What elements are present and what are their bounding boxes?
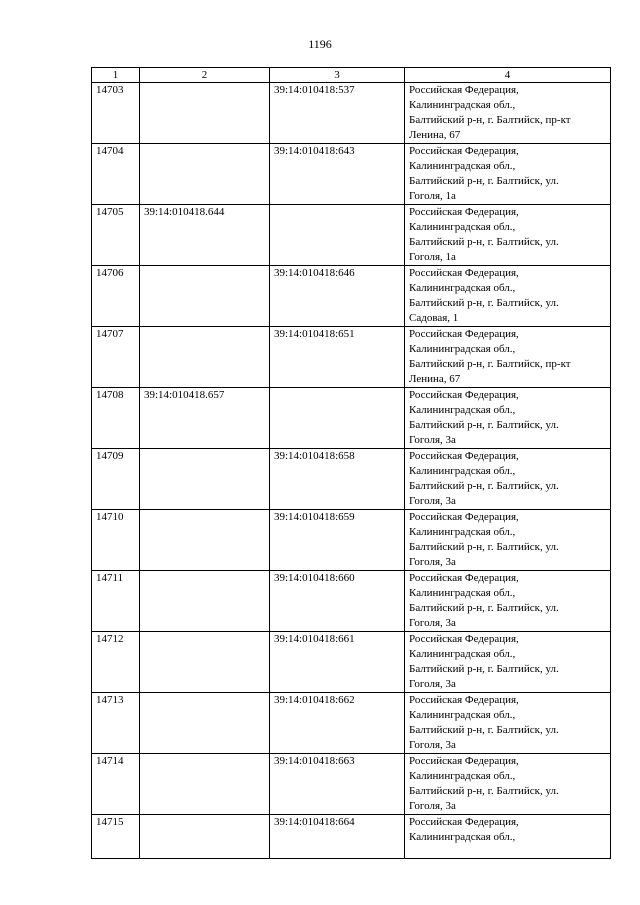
address-line: Гоголя, 3а (409, 434, 456, 446)
cadastral-number-col3: 39:14:010418:661 (270, 632, 405, 693)
row-number: 14712 (92, 632, 140, 693)
cadastral-number-col2 (140, 571, 270, 632)
address-line: Калининградская обл., (409, 831, 516, 843)
address-line: Балтийский р-н, г. Балтийск, ул. (409, 419, 559, 431)
table-row (92, 388, 611, 449)
address-line: Российская Федерация, (409, 389, 519, 401)
address-cell (405, 266, 611, 327)
address-line: Ленина, 67 (409, 129, 461, 141)
cadastral-number-col3: 39:14:010418:646 (270, 266, 405, 327)
address-line: Калининградская обл., (409, 160, 516, 172)
address-cell (405, 327, 611, 388)
address-line: Гоголя, 3а (409, 495, 456, 507)
cadastral-number-col2 (140, 632, 270, 693)
address-line: Калининградская обл., (409, 343, 516, 355)
page-number: 1196 (308, 37, 332, 51)
address-line: Калининградская обл., (409, 709, 516, 721)
table-row (92, 327, 611, 388)
cadastral-number-col3: 39:14:010418:643 (270, 144, 405, 205)
cadastral-number-col2 (140, 510, 270, 571)
address-cell (405, 205, 611, 266)
cadastral-number-col2 (140, 815, 270, 859)
row-number: 14714 (92, 754, 140, 815)
row-number: 14708 (92, 388, 140, 449)
cadastral-number-col3: 39:14:010418:658 (270, 449, 405, 510)
cadastral-number-col3: 39:14:010418:662 (270, 693, 405, 754)
cadastral-number-col2 (140, 83, 270, 144)
address-line: Балтийский р-н, г. Балтийск, пр-кт (409, 114, 571, 126)
address-line: Гоголя, 1а (409, 190, 456, 202)
address-cell (405, 83, 611, 144)
address-line: Российская Федерация, (409, 84, 519, 96)
cadastral-number-col2: 39:14:010418.657 (140, 388, 270, 449)
table-row (92, 632, 611, 693)
address-line: Ленина, 67 (409, 373, 461, 385)
row-number: 14704 (92, 144, 140, 205)
row-number: 14711 (92, 571, 140, 632)
address-line: Гоголя, 3а (409, 556, 456, 568)
cadastral-number-col3 (270, 205, 405, 266)
address-line: Российская Федерация, (409, 816, 519, 828)
address-line: Балтийский р-н, г. Балтийск, пр-кт (409, 358, 571, 370)
address-line: Российская Федерация, (409, 450, 519, 462)
table-row (92, 449, 611, 510)
address-line: Российская Федерация, (409, 694, 519, 706)
table-row (92, 144, 611, 205)
table-row (92, 571, 611, 632)
cadastral-number-col3: 39:14:010418:664 (270, 815, 405, 859)
address-line: Балтийский р-н, г. Балтийск, ул. (409, 236, 559, 248)
address-line: Балтийский р-н, г. Балтийск, ул. (409, 785, 559, 797)
address-line: Калининградская обл., (409, 282, 516, 294)
address-cell (405, 144, 611, 205)
row-number: 14705 (92, 205, 140, 266)
address-line: Калининградская обл., (409, 587, 516, 599)
column-header-3: 3 (270, 68, 405, 83)
address-line: Гоголя, 3а (409, 678, 456, 690)
address-line: Балтийский р-н, г. Балтийск, ул. (409, 541, 559, 553)
address-line: Балтийский р-н, г. Балтийск, ул. (409, 297, 559, 309)
address-line: Российская Федерация, (409, 633, 519, 645)
address-line: Балтийский р-н, г. Балтийск, ул. (409, 602, 559, 614)
cadastral-number-col2 (140, 266, 270, 327)
table-row (92, 83, 611, 144)
address-cell (405, 632, 611, 693)
cadastral-number-col2 (140, 144, 270, 205)
row-number: 14707 (92, 327, 140, 388)
address-cell (405, 449, 611, 510)
row-number: 14713 (92, 693, 140, 754)
cadastral-number-col2 (140, 754, 270, 815)
address-cell (405, 388, 611, 449)
address-line: Балтийский р-н, г. Балтийск, ул. (409, 480, 559, 492)
address-line: Российская Федерация, (409, 572, 519, 584)
table-row (92, 205, 611, 266)
address-line: Гоголя, 3а (409, 617, 456, 629)
address-line: Российская Федерация, (409, 755, 519, 767)
table-row (92, 815, 611, 859)
cadastral-number-col2 (140, 327, 270, 388)
address-line: Калининградская обл., (409, 770, 516, 782)
address-cell (405, 815, 611, 859)
address-line: Российская Федерация, (409, 511, 519, 523)
address-line: Калининградская обл., (409, 404, 516, 416)
cadastral-number-col3 (270, 388, 405, 449)
address-cell (405, 693, 611, 754)
address-line: Калининградская обл., (409, 465, 516, 477)
address-line: Российская Федерация, (409, 145, 519, 157)
address-line: Калининградская обл., (409, 648, 516, 660)
cadastral-number-col2 (140, 693, 270, 754)
address-cell (405, 571, 611, 632)
cadastral-number-col2 (140, 449, 270, 510)
row-number: 14706 (92, 266, 140, 327)
row-number: 14715 (92, 815, 140, 859)
address-line: Балтийский р-н, г. Балтийск, ул. (409, 175, 559, 187)
address-line: Российская Федерация, (409, 328, 519, 340)
address-line: Калининградская обл., (409, 221, 516, 233)
column-header-4: 4 (405, 68, 611, 83)
table-row (92, 693, 611, 754)
address-line: Гоголя, 1а (409, 251, 456, 263)
table-row (92, 266, 611, 327)
address-line: Гоголя, 3а (409, 800, 456, 812)
cadastral-number-col3: 39:14:010418:651 (270, 327, 405, 388)
address-line: Балтийский р-н, г. Балтийск, ул. (409, 724, 559, 736)
column-header-1: 1 (92, 68, 140, 83)
row-number: 14710 (92, 510, 140, 571)
address-line: Садовая, 1 (409, 312, 459, 324)
address-line: Российская Федерация, (409, 267, 519, 279)
table-row (92, 510, 611, 571)
cadastral-number-col2: 39:14:010418.644 (140, 205, 270, 266)
address-cell (405, 754, 611, 815)
address-cell (405, 510, 611, 571)
row-number: 14709 (92, 449, 140, 510)
column-header-2: 2 (140, 68, 270, 83)
address-line: Балтийский р-н, г. Балтийск, ул. (409, 663, 559, 675)
cadastral-number-col3: 39:14:010418:659 (270, 510, 405, 571)
register-table (91, 67, 611, 859)
cadastral-number-col3: 39:14:010418:537 (270, 83, 405, 144)
table-row (92, 754, 611, 815)
address-line: Гоголя, 3а (409, 739, 456, 751)
cadastral-number-col3: 39:14:010418:663 (270, 754, 405, 815)
address-line: Калининградская обл., (409, 526, 516, 538)
address-line: Калининградская обл., (409, 99, 516, 111)
row-number: 14703 (92, 83, 140, 144)
address-line: Российская Федерация, (409, 206, 519, 218)
cadastral-number-col3: 39:14:010418:660 (270, 571, 405, 632)
header-row (92, 68, 611, 83)
